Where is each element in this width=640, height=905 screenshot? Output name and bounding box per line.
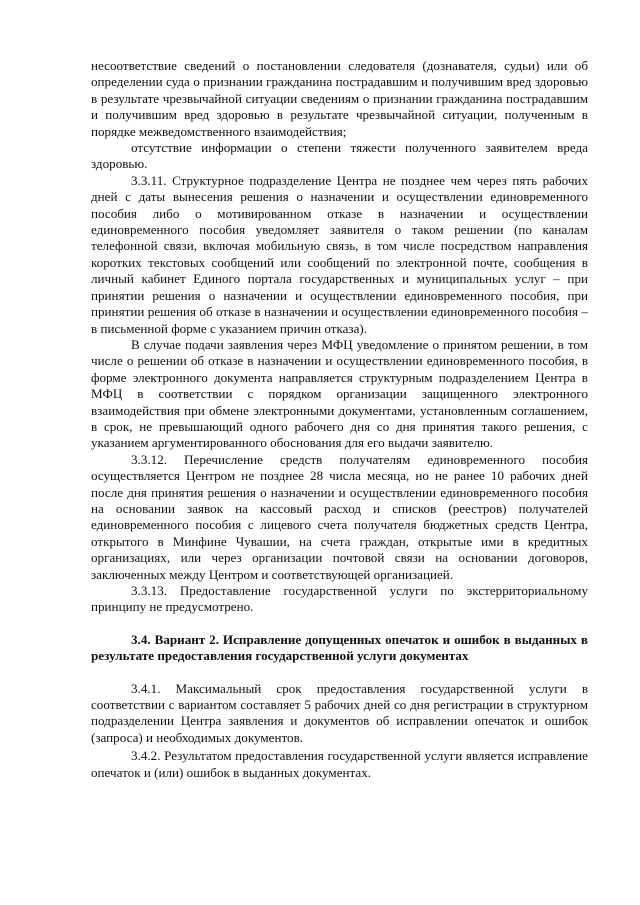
paragraph-3-3-11: 3.3.11. Структурное подразделение Центра не позднее чем через пять рабочих дней с даты вынесения решения о назначении и осуществлении единовременного пособия либо о мотивированном отказе в назначении и осуществлении единовременного пособия уведомляет заявителя о таком решении (по каналам телефонной связи, включая мобильную связь, в том числе посредством направления коротких текстовых сообщений или сообщений по электронной почте, сообщения в личный кабинет Единого портала государственных и муниципальных услуг – при принятии решения о назначении и осуществлении единовременного пособия, при принятии решения об отказе в назначении и осуществлении единовременного пособия – в письменной форме с указанием причин отказа). <box>91 172 588 336</box>
paragraph-no-severity-info: отсутствие информации о степени тяжести полученного заявителем вреда здоровью. <box>91 140 588 172</box>
paragraph-mismatch-info: несоответствие сведений о постановлении следователя (дознавателя, судьи) или об определении суда о признании гражданина пострадавшим и получившим вред здоровью в результате чрезвычайной ситуации сведениям о признании гражданина пострадавшим и получившим вред здоровью в результате чрезвычайной ситуации, полученным в порядке межведомственного взаимодействия; <box>91 58 588 139</box>
paragraph-3-3-12: 3.3.12. Перечисление средств получателям единовременного пособия осуществляется Центром не позднее 28 числа месяца, но не ранее 10 рабочих дней после дня принятия решения о назначении и осуществлении единовременного пособия на основании заявок на кассовый расход и списков (реестров) получателей единовременного пособия с лицевого счета получателя бюджетных средств Центра, открытого в Минфине Чувашии, на счета граждан, открытые ими в кредитных организациях, или через организации почтовой связи на основании договоров, заключенных между Центром и соответствующей организацией. <box>91 451 588 582</box>
document-page <box>91 58 588 781</box>
paragraph-3-4-2: 3.4.2. Результатом предоставления государственной услуги является исправление опечаток и (или) ошибок в выданных документах. <box>91 748 588 780</box>
paragraph-3-4-1: 3.4.1. Максимальный срок предоставления государственной услуги в соответствии с вариантом составляет 5 рабочих дней со дня регистрации в структурном подразделении Центра заявления и документов об исправлении опечаток и ошибок (запроса) и необходимых документов. <box>91 680 588 745</box>
section-heading-3-4: 3.4. Вариант 2. Исправление допущенных опечаток и ошибок в выданных в результате предоставления государственной услуги документах <box>91 631 588 664</box>
paragraph-3-3-13: 3.3.13. Предоставление государственной услуги по экстерриториальному принципу не предусмотрено. <box>91 583 588 615</box>
paragraph-mfc-notification: В случае подачи заявления через МФЦ уведомление о принятом решении, в том числе о решении об отказе в назначении и осуществлении единовременного пособия, в форме электронного документа направляется структурным подразделением Центра в МФЦ в соответствии с порядком организации защищенного электронного взаимодействия при обмене электронными документами, установленным соглашением, в срок, не превышающий одного рабочего дня со дня принятия такого решения, с указанием аргументированного обоснования для его выдачи заявителю. <box>91 336 588 451</box>
